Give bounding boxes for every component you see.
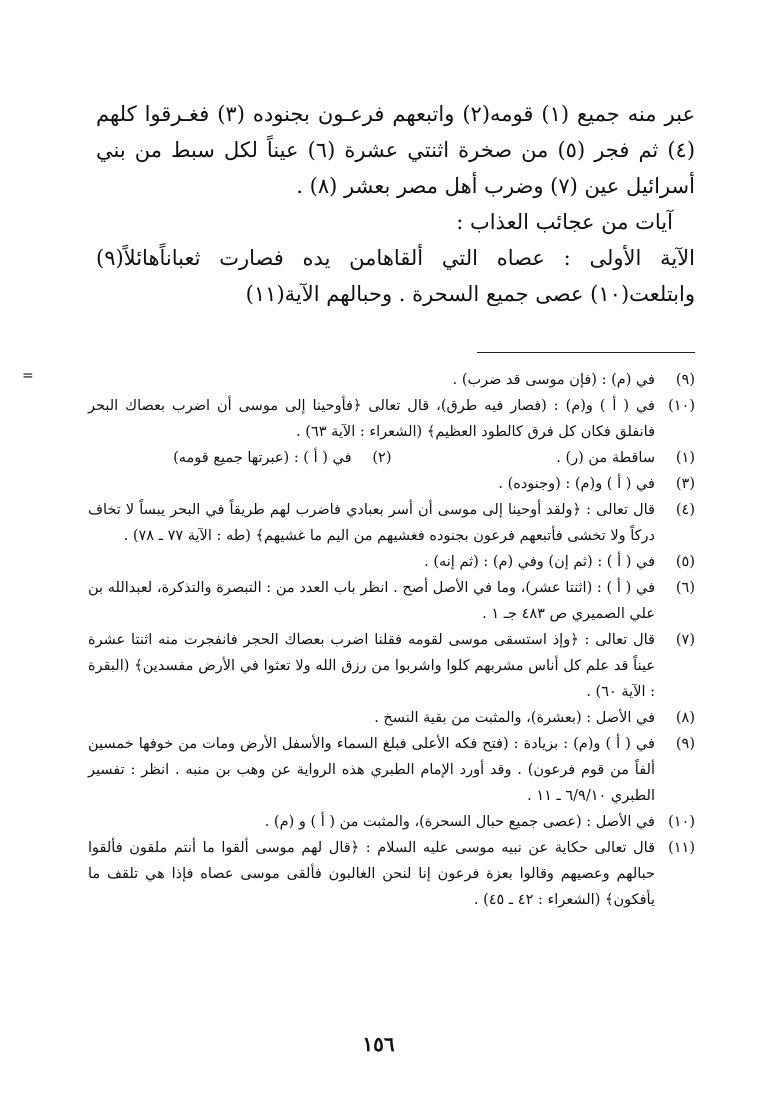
main-paragraph-2: الآية الأولى : عصاه التي ألقاهامن يده فصارت ثعباناًهائلاً(٩) وابتلعت(١٠) عصى جميع السحرة . وحبالهم الآية(١١) bbox=[96, 246, 695, 306]
footnote-number: (٣) bbox=[675, 476, 695, 492]
footnote bbox=[88, 809, 695, 835]
footnote-number: (٧) bbox=[675, 632, 695, 648]
footnote-text: ساقطة من (ر) . bbox=[556, 450, 655, 466]
footnote-separator bbox=[477, 352, 695, 353]
footnote-text: في (م) : (فإن موسى قد ضرب) . bbox=[452, 372, 655, 388]
footnote-pair bbox=[88, 445, 695, 471]
footnote-number: (٩) bbox=[675, 372, 695, 388]
footnote-number: (٩) bbox=[675, 736, 695, 752]
footnote-number: (١٠) bbox=[668, 814, 695, 830]
footnote-number: (١) bbox=[675, 450, 695, 466]
footnote bbox=[88, 835, 695, 913]
footnote bbox=[88, 731, 695, 809]
footnote-number: (١٠) bbox=[668, 398, 695, 414]
footnote bbox=[88, 471, 695, 497]
footnote bbox=[392, 445, 696, 471]
footnote-text: في الأصل : (بعشرة)، والمثبت من بقية النسخ . bbox=[374, 710, 655, 726]
footnote bbox=[88, 549, 695, 575]
footnote bbox=[88, 705, 695, 731]
footnote-text: قال تعالى : ﴿ولقد أوحينا إلى موسى أن أسر بعبادي فاضرب لهم طريقاً في البحر يبساً لا تخاف دركاً ولا تخشى فأتبعهم فرعون بجنوده فغشيهم من اليم ما غشيهم﴾ (طه : الآية ٧٧ ـ ٧٨) . bbox=[88, 502, 655, 544]
footnote-number: (٥) bbox=[675, 554, 695, 570]
footnote bbox=[88, 367, 695, 393]
footnote-number: (٨) bbox=[675, 710, 695, 726]
footnote-text: في ( أ ) و(م) : (وجنوده) . bbox=[498, 476, 655, 492]
page-number: ١٥٦ bbox=[362, 1032, 395, 1056]
footnote bbox=[88, 445, 392, 471]
footnote bbox=[88, 497, 695, 549]
footnote-text: في ( أ ) و(م) : (فصار فيه طرق)، قال تعالى ﴿فأوحينا إلى موسى أن اضرب بعصاك البحر فانفلق فكان كل فرق كالطود العظيم﴾ (الشعراء : الآية ٦٣) . bbox=[88, 398, 655, 440]
footnote-number: (٤) bbox=[675, 502, 695, 518]
footnote-text: قال تعالى : ﴿وإذ استسقى موسى لقومه فقلنا اضرب بعصاك الحجر فانفجرت منه اثنتا عشرة عيناً قد علم كل أناس مشربهم كلوا واشربوا من رزق الله ولا تعثوا في الأرض مفسدين﴾ (البقرة : الآية ٦٠) . bbox=[88, 632, 655, 700]
footnote bbox=[88, 627, 695, 705]
footnote-text: في ( أ ) : (ثم إن) وفي (م) : (ثم إنه) . bbox=[424, 554, 655, 570]
footnote-text: في ( أ ) : (عبرتها جميع قومه) bbox=[173, 450, 352, 466]
section-heading: آيات من عجائب العذاب : bbox=[456, 210, 673, 234]
continuation-mark: = bbox=[22, 368, 34, 384]
footnote-number: (٢) bbox=[372, 450, 392, 466]
footnote-text: في ( أ ) : (اثنتا عشر)، وما في الأصل أصح . انظر باب العدد من : التبصرة والتذكرة، لعبدالله بن علي الصميري ص ٤٨٣ جـ ١ . bbox=[88, 580, 655, 622]
footnote-number: (٦) bbox=[675, 580, 695, 596]
main-text bbox=[96, 96, 695, 312]
footnote-number: (١١) bbox=[668, 840, 695, 856]
footnote-text: قال تعالى حكاية عن نبيه موسى عليه السلام : ﴿قال لهم موسى ألقوا ما أنتم ملقون فألقوا حبالهم وعصيهم وقالوا بعزة فرعون إنا لنحن الغالبون فألقى موسى عصاه فإذا هي تلقف ما يأفكون﴾ (الشعراء : ٤٢ ـ ٤٥) . bbox=[88, 840, 655, 908]
footnote-text: في ( أ ) و(م) : بزيادة : (فتح فكه الأعلى فبلغ السماء والأسفل الأرض ومات من خوفها خمسين ألفاً من قوم فرعون) . وقد أورد الإمام الطبري هذه الرواية عن وهب بن منبه . انظر : تفسير الطبري ٦/٩/١٠ ـ ١١ . bbox=[88, 736, 655, 804]
footnote bbox=[88, 393, 695, 445]
footnote-text: في الأصل : (عصى جميع حبال السحرة)، والمثبت من ( أ ) و (م) . bbox=[264, 814, 655, 830]
main-paragraph-1: عبر منه جميع (١) قومه(٢) واتبعهم فرعـون بجنوده (٣) فغـرقوا كلهم (٤) ثم فجر (٥) من صخرة اثنتي عشرة (٦) عيناً لكل سبط من بني أسرائيل عين (٧) وضرب أهل مصر بعشر (٨) . bbox=[96, 102, 696, 198]
footnote bbox=[88, 575, 695, 627]
footnotes bbox=[88, 367, 695, 913]
